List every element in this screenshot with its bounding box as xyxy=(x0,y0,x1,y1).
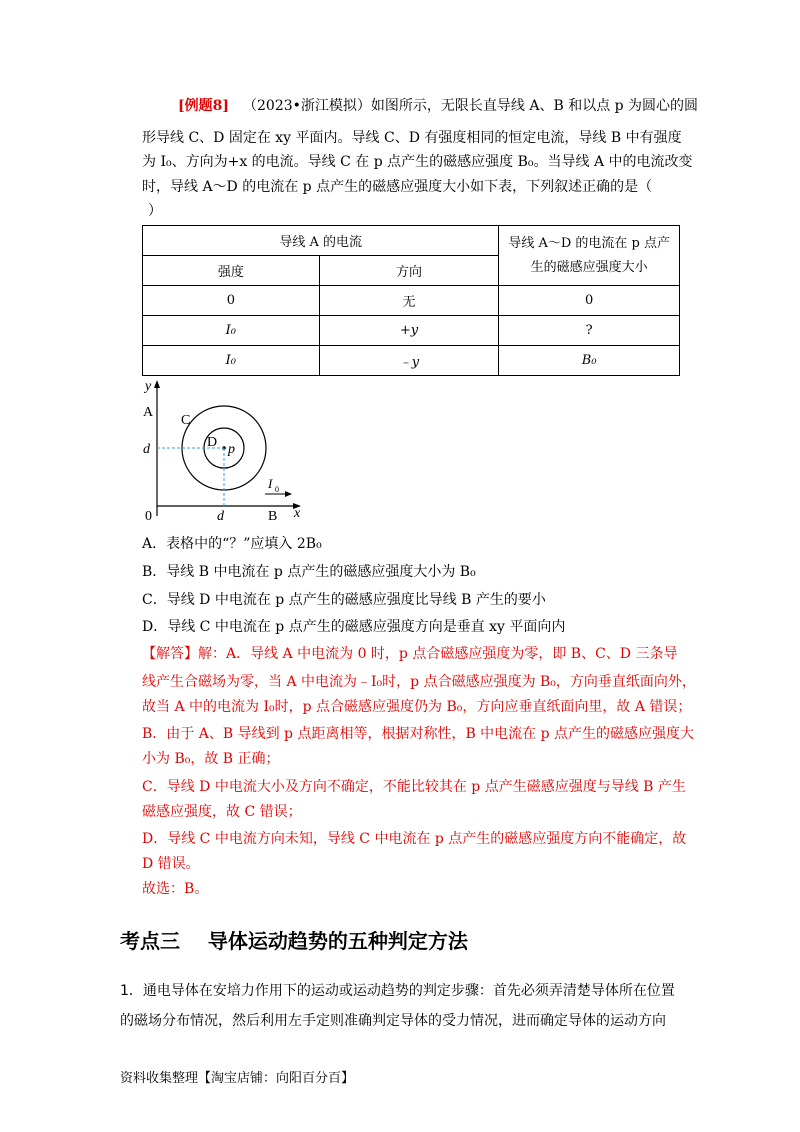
cell-field xyxy=(499,346,680,376)
answer-line-6: C．导线 D 中电流大小及方向不确定，不能比较其在 p 点产生磁感应强度与导线 B 产生 xyxy=(142,779,686,795)
cell-direction xyxy=(319,346,499,376)
sub-header-strength: 强度 xyxy=(143,256,320,286)
wire-diagram xyxy=(135,376,310,526)
header-current-a: 导线 A 的电流 xyxy=(143,226,499,256)
cell-field-value: B₀ xyxy=(581,353,597,368)
answer-line-3: 故当 A 中的电流为 I₀时，p 点合磁感应强度仍为 B₀，方向应垂直纸面向里，故 A 错误； xyxy=(142,699,692,715)
label-point-p: p xyxy=(228,442,235,457)
cell-strength: 0 xyxy=(143,286,320,316)
answer-line-5: 小为 B₀，故 B 正确； xyxy=(142,751,280,767)
example-source: （2023•浙江模拟） xyxy=(243,98,371,114)
header-field xyxy=(499,226,680,286)
cell-direction: 无 xyxy=(319,286,499,316)
answer-line-1 xyxy=(142,645,677,663)
label-origin: 0 xyxy=(145,509,152,524)
example-line-5: ） xyxy=(148,203,162,219)
label-wire-c: C xyxy=(181,413,191,428)
label-d-y: d xyxy=(143,442,150,457)
answer-tag: 【解答】 xyxy=(142,646,198,662)
label-wire-a: A xyxy=(143,405,154,420)
cell-strength xyxy=(143,346,320,376)
answer-line-4: B．由于 A、B 导线到 p 点距离相等，根据对称性，B 中电流在 p 点产生的磁感应强度大 xyxy=(142,726,695,742)
cell-direction-value: +y xyxy=(399,323,419,338)
sub-header-direction: 方向 xyxy=(319,256,499,286)
option-b: B．导线 B 中电流在 p 点产生的磁感应强度大小为 B₀ xyxy=(142,564,476,580)
label-current: I xyxy=(268,476,273,491)
paragraph-line-1: 1．通电导体在安培力作用下的运动或运动趋势的判定步骤：首先必须弄清楚导体所在位置 xyxy=(120,983,675,999)
table-row xyxy=(143,286,680,316)
answer-line-7: 磁感应强度，故 C 错误； xyxy=(142,804,302,820)
current-arrow-icon xyxy=(285,491,292,497)
example-tag: [例题8] xyxy=(178,98,229,114)
cell-field: ? xyxy=(499,316,680,346)
label-d-x: d xyxy=(217,509,224,524)
answer-line-10: 故选：B。 xyxy=(142,881,209,897)
option-a: A．表格中的“？”应填入 2B₀ xyxy=(142,536,322,552)
answer-line-1-text: 解：A．导线 A 中电流为 0 时，p 点合磁感应强度为零，即 B、C、D 三条导 xyxy=(198,646,678,662)
cell-strength-value: I₀ xyxy=(225,353,236,368)
example-line1-rest: 如图所示，无限长直导线 A、B 和以点 p 为圆心的圆 xyxy=(370,98,699,114)
label-wire-b: B xyxy=(268,509,278,524)
paragraph-line-2: 的磁场分布情况，然后利用左手定则准确判定导体的受力情况，进而确定导体的运动方向 xyxy=(120,1013,666,1029)
answer-line-9: D 错误。 xyxy=(142,856,200,872)
cell-direction xyxy=(319,316,499,346)
header-field-line1: 导线 A～D 的电流在 p 点产 xyxy=(508,235,670,251)
example-line-2: 形导线 C、D 固定在 xy 平面内。导线 C、D 有强度相同的恒定电流，导线 B 中有强度 xyxy=(142,130,682,146)
cell-strength-value: I₀ xyxy=(225,323,236,338)
example-line-1 xyxy=(178,97,698,115)
answer-line-2: 线产生合磁场为零，当 A 中电流为﹣I₀时，p 点合磁感应强度为 B₀，方向垂直纸面向外， xyxy=(142,674,696,690)
answer-line-8: D．导线 C 中电流方向未知，导线 C 中电流在 p 点产生的磁感应强度方向不能确定，故 xyxy=(142,831,687,847)
table-row xyxy=(143,346,680,376)
current-table xyxy=(142,225,680,376)
table-row xyxy=(143,316,680,346)
y-axis-arrow xyxy=(154,380,160,388)
header-field-line2: 生的磁感应强度大小 xyxy=(530,259,648,275)
page-footer: 资料收集整理【淘宝店铺：向阳百分百】 xyxy=(120,1071,355,1086)
label-wire-d: D xyxy=(207,435,218,450)
option-d: D．导线 C 中电流在 p 点产生的磁感应强度方向是垂直 xy 平面向内 xyxy=(142,619,566,635)
label-current-sub: 0 xyxy=(275,485,279,494)
option-c: C．导线 D 中电流在 p 点产生的磁感应强度比导线 B 产生的要小 xyxy=(142,592,546,608)
section-title: 考点三 导体运动趋势的五种判定方法 xyxy=(120,929,468,953)
label-y-axis: y xyxy=(145,379,152,394)
cell-field: 0 xyxy=(499,286,680,316)
cell-direction-value: ﹣y xyxy=(398,355,420,370)
example-line-3: 为 I₀、方向为+x 的电流。导线 C 在 p 点产生的磁感应强度 B₀。当导线 A 中的电流改变 xyxy=(142,154,693,170)
label-x-axis: x xyxy=(294,506,301,521)
cell-strength xyxy=(143,316,320,346)
example-line-4: 时，导线 A～D 的电流在 p 点产生的磁感应强度大小如下表，下列叙述正确的是（ xyxy=(142,179,653,195)
